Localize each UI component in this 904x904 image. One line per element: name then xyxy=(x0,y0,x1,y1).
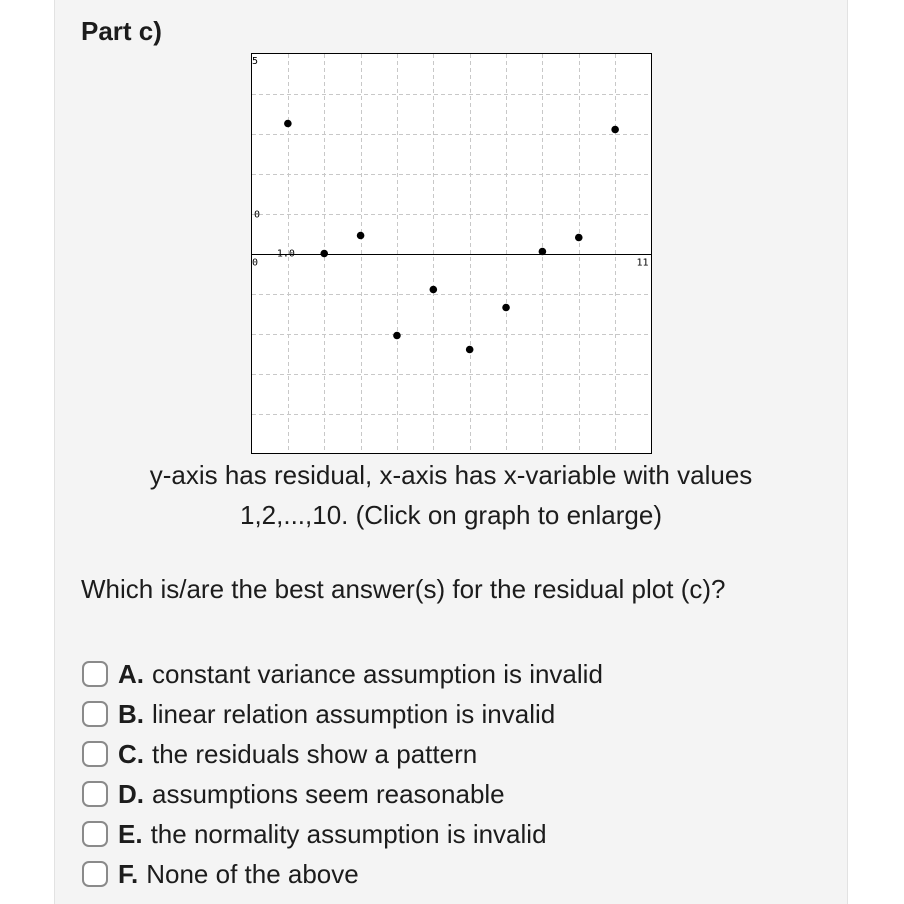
option-b[interactable] xyxy=(80,694,603,734)
checkbox-c[interactable] xyxy=(82,741,108,767)
checkbox-f[interactable] xyxy=(82,861,108,887)
data-point xyxy=(393,332,401,340)
data-point xyxy=(611,126,619,134)
data-point xyxy=(357,232,365,240)
question-text: Which is/are the best answer(s) for the residual plot (c)? xyxy=(81,574,726,604)
data-point xyxy=(284,120,292,128)
option-c[interactable] xyxy=(80,734,603,774)
option-f-text: None of the above xyxy=(146,858,359,889)
plot-caption xyxy=(54,455,848,535)
checkbox-b[interactable] xyxy=(82,701,108,727)
checkbox-e[interactable] xyxy=(82,821,108,847)
data-point xyxy=(502,304,510,312)
option-d-letter: D. xyxy=(118,778,144,809)
option-a[interactable] xyxy=(80,654,603,694)
option-e-letter: E. xyxy=(118,818,143,849)
x-tick-label-end: 11 xyxy=(636,257,649,269)
data-point xyxy=(466,346,474,354)
plot-frame xyxy=(252,54,652,454)
checkbox-a[interactable] xyxy=(82,661,108,687)
data-point xyxy=(430,286,438,294)
option-e[interactable] xyxy=(80,814,603,854)
option-c-text: the residuals show a pattern xyxy=(152,738,478,769)
data-point xyxy=(539,248,547,256)
part-title: Part c) xyxy=(81,16,162,46)
checkbox-d[interactable] xyxy=(82,781,108,807)
caption-line-2: 1,2,...,10. (Click on graph to enlarge) xyxy=(239,500,662,530)
y-tick-label-origin: 0 xyxy=(252,257,259,269)
option-c-letter: C. xyxy=(118,738,144,769)
option-d[interactable] xyxy=(80,774,603,814)
x-tick-label-first: 1.0 xyxy=(276,248,295,260)
caption-line-1: y-axis has residual, x-axis has x-variable with values xyxy=(149,460,753,490)
residual-plot-svg[interactable] xyxy=(251,53,652,454)
option-f[interactable] xyxy=(80,854,603,894)
y-tick-label-top: 5 xyxy=(252,56,259,67)
option-a-letter: A. xyxy=(118,658,144,689)
option-e-text: the normality assumption is invalid xyxy=(150,818,547,849)
y-tick-label-mid: 0 xyxy=(254,209,261,221)
data-point xyxy=(575,234,583,242)
option-b-letter: B. xyxy=(118,698,144,729)
option-f-letter: F. xyxy=(118,858,139,889)
data-point xyxy=(320,250,328,258)
option-d-text: assumptions seem reasonable xyxy=(152,778,505,809)
answer-options xyxy=(80,654,603,894)
option-b-text: linear relation assumption is invalid xyxy=(152,698,556,729)
residual-plot[interactable] xyxy=(251,53,652,454)
option-a-text: constant variance assumption is invalid xyxy=(152,658,603,689)
